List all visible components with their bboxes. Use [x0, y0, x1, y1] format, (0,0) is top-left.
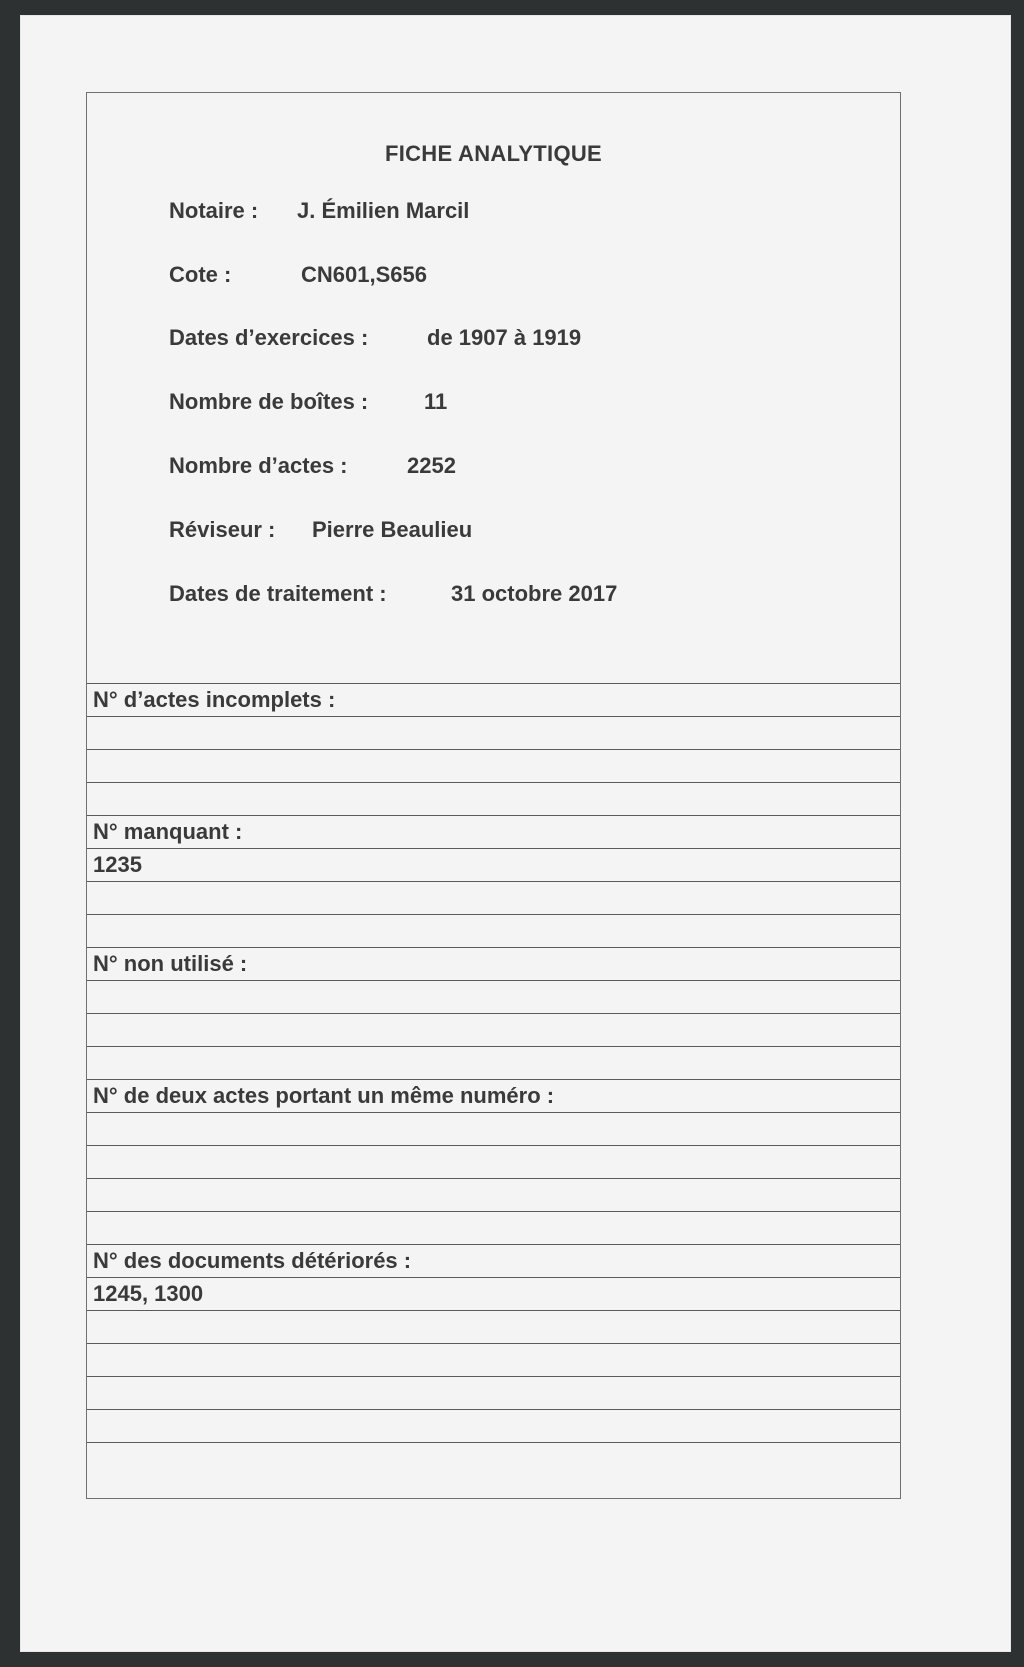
field-value: 2252	[407, 453, 456, 478]
field-value: J. Émilien Marcil	[297, 198, 470, 223]
ruled-line	[87, 881, 900, 914]
field-label: Réviseur :	[169, 517, 276, 542]
field-label: Cote :	[169, 262, 232, 287]
section-value-manquant: 1235	[87, 848, 900, 881]
analytic-card	[86, 92, 901, 1499]
field-label: Notaire :	[169, 198, 259, 223]
field-cote	[169, 262, 427, 288]
field-value: 11	[424, 389, 448, 414]
ruled-line	[87, 1013, 900, 1046]
ruled-line	[87, 1376, 900, 1409]
ruled-line	[87, 1343, 900, 1376]
field-value: CN601,S656	[301, 262, 427, 287]
field-nombre-actes	[169, 453, 456, 479]
field-label: Dates d’exercices :	[169, 325, 369, 350]
field-notaire	[169, 198, 470, 224]
section-label-deteriores: N° des documents détériorés :	[87, 1244, 900, 1277]
ruled-line	[87, 1178, 900, 1211]
ruled-line	[87, 980, 900, 1013]
field-nombre-boites	[169, 389, 448, 415]
ruled-line	[87, 716, 900, 749]
ruled-line	[87, 1409, 900, 1442]
section-label-deux-actes: N° de deux actes portant un même numéro :	[87, 1079, 900, 1112]
field-value: 31 octobre 2017	[451, 581, 618, 606]
section-label-incomplets: N° d’actes incomplets :	[87, 683, 900, 716]
ruled-line	[87, 1145, 900, 1178]
ruled-line	[87, 1112, 900, 1145]
field-label: Dates de traitement :	[169, 581, 387, 606]
ruled-sections	[87, 683, 900, 1475]
field-value: de 1907 à 1919	[427, 325, 582, 350]
ruled-line	[87, 749, 900, 782]
field-dates-exercices	[169, 325, 582, 351]
section-label-manquant: N° manquant :	[87, 815, 900, 848]
field-label: Nombre de boîtes :	[169, 389, 369, 414]
section-label-non-utilise: N° non utilisé :	[87, 947, 900, 980]
field-dates-traitement	[169, 581, 618, 607]
document-sheet	[20, 15, 1011, 1652]
section-value-deteriores: 1245, 1300	[87, 1277, 900, 1310]
ruled-line	[87, 1442, 900, 1475]
ruled-line	[87, 782, 900, 815]
ruled-line	[87, 914, 900, 947]
field-value: Pierre Beaulieu	[312, 517, 473, 542]
page-title: FICHE ANALYTIQUE	[384, 141, 603, 166]
ruled-line	[87, 1310, 900, 1343]
ruled-line	[87, 1211, 900, 1244]
ruled-line	[87, 1046, 900, 1079]
field-label: Nombre d’actes :	[169, 453, 348, 478]
field-reviseur	[169, 517, 473, 543]
